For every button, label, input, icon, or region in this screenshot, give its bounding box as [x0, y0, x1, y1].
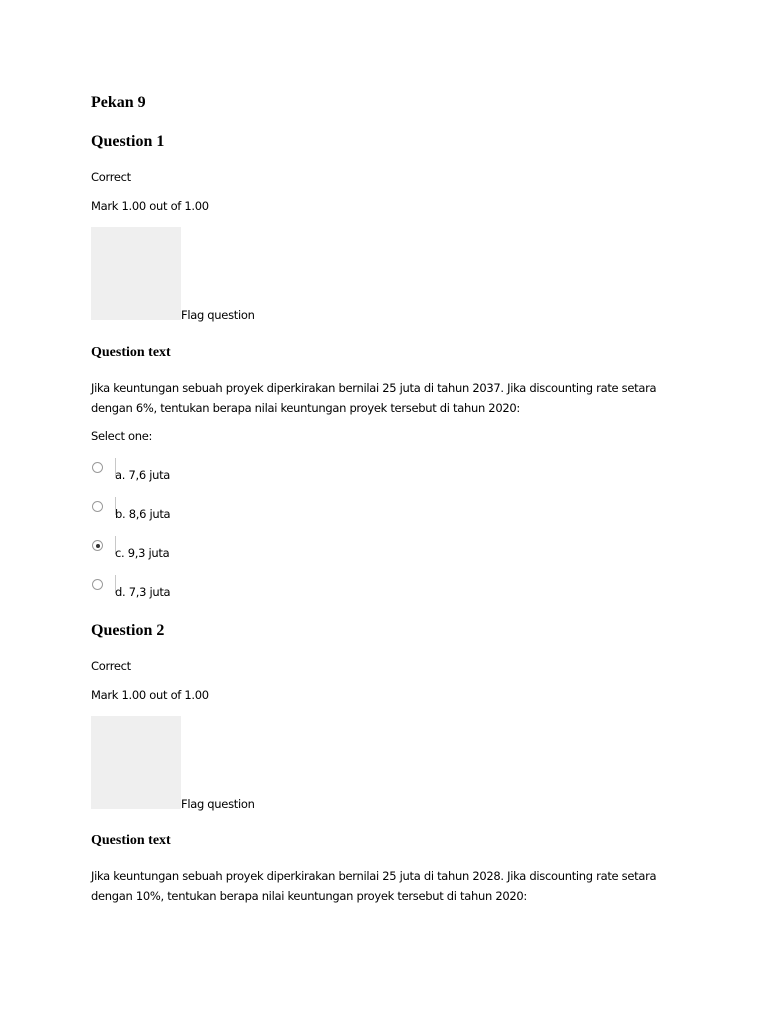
question-1-text-heading: Question text [91, 345, 171, 360]
option-label: c. 9,3 juta [115, 546, 170, 560]
question-1-text: Jika keuntungan sebuah proyek diperkirakan bernilai 25 juta di tahun 2037. Jika discounting rate setara dengan 6%, tentukan berapa nilai keuntungan proyek tersebut di tahun 2020: [91, 381, 657, 415]
question-2-text: Jika keuntungan sebuah proyek diperkirakan bernilai 25 juta di tahun 2028. Jika discounting rate setara dengan 10%, tentukan berapa nilai keuntungan proyek tersebut di tahun 2020: [91, 869, 657, 903]
question-2-status: Correct [91, 659, 131, 673]
option-label: d. 7,3 juta [115, 585, 171, 599]
question-1-option-c[interactable] [91, 540, 391, 570]
question-2-flag-icon[interactable] [91, 716, 181, 809]
question-1-mark: Mark 1.00 out of 1.00 [91, 199, 209, 213]
question-1-heading: Question 1 [91, 133, 165, 150]
radio-icon[interactable] [92, 579, 103, 590]
page-title: Pekan 9 [91, 94, 146, 111]
radio-selected-icon[interactable] [92, 540, 103, 551]
question-1-select-prompt: Select one: [91, 429, 153, 443]
option-label: a. 7,6 juta [115, 468, 171, 482]
question-1-option-a[interactable] [91, 462, 391, 492]
question-2-flag-button[interactable]: Flag question [181, 797, 255, 811]
radio-icon[interactable] [92, 462, 103, 473]
question-1-status: Correct [91, 170, 131, 184]
question-1-option-d[interactable] [91, 579, 391, 609]
option-label: b. 8,6 juta [115, 507, 171, 521]
radio-icon[interactable] [92, 501, 103, 512]
question-1-option-b[interactable] [91, 501, 391, 531]
question-2-text-heading: Question text [91, 833, 171, 848]
question-1-flag-icon[interactable] [91, 227, 181, 320]
question-2-mark: Mark 1.00 out of 1.00 [91, 688, 209, 702]
question-1-flag-button[interactable]: Flag question [181, 308, 255, 322]
question-2-heading: Question 2 [91, 622, 165, 639]
